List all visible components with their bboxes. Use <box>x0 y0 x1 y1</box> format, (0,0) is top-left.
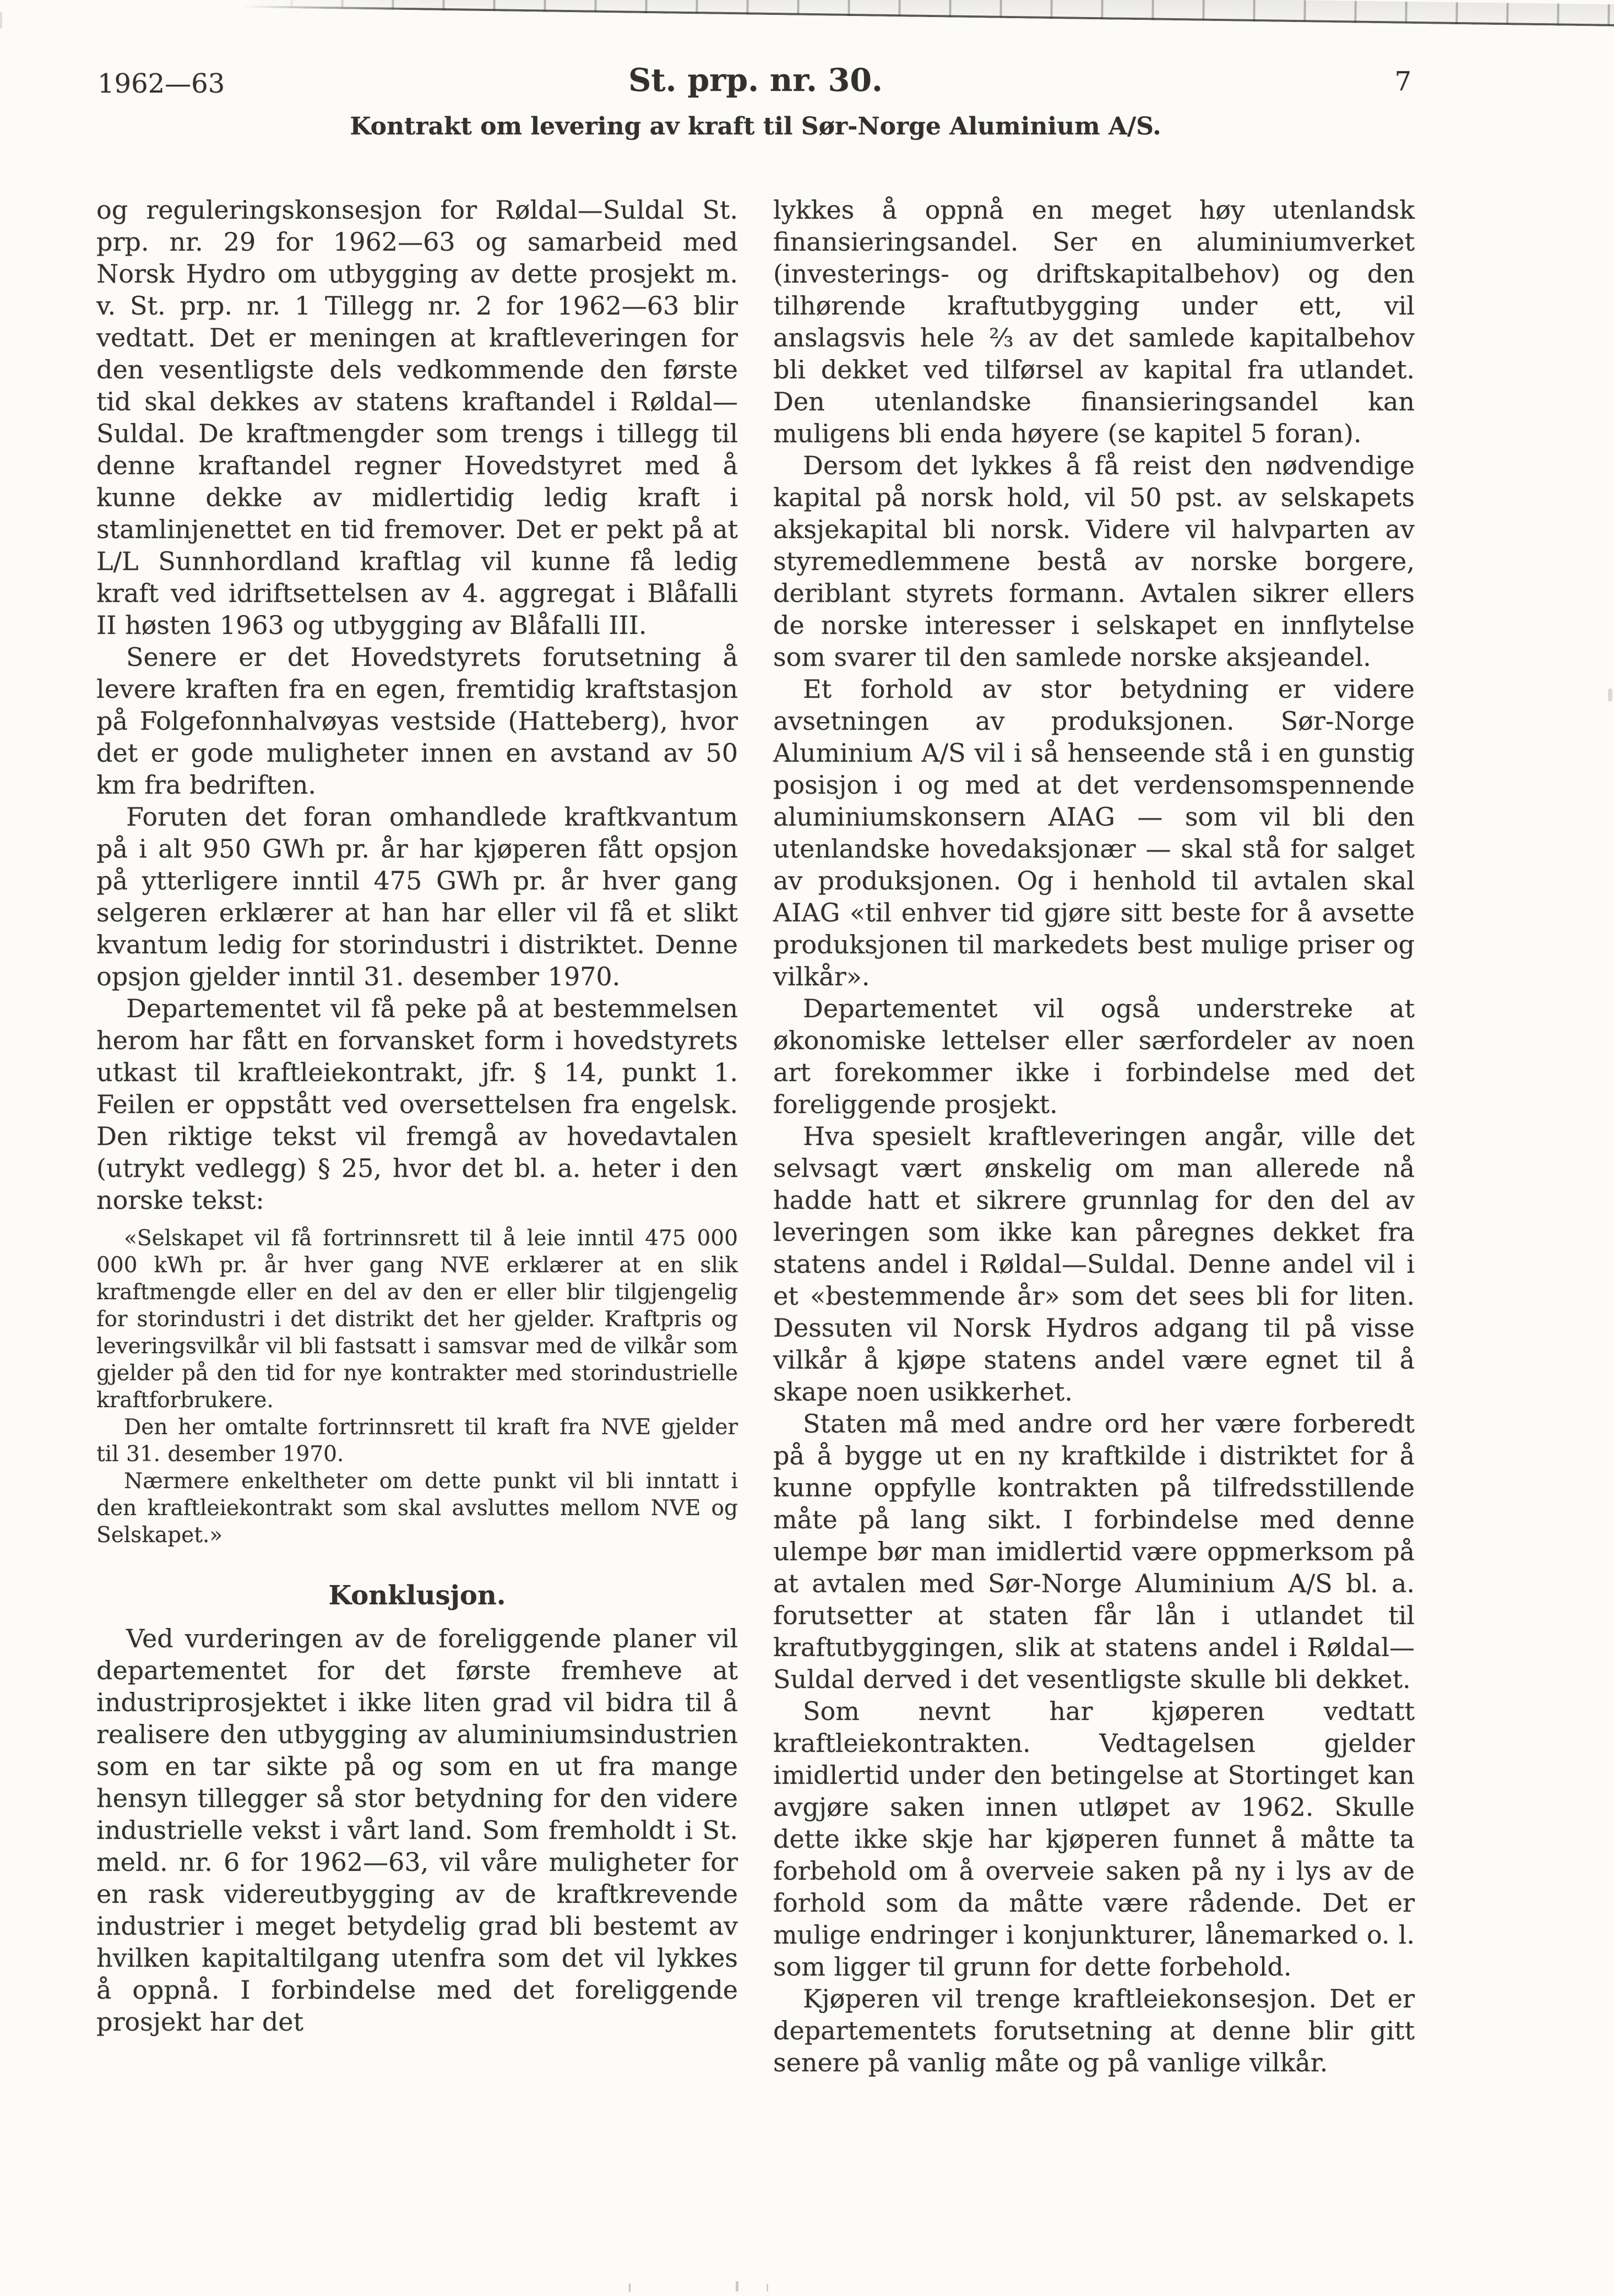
scan-artifact-speck <box>767 2284 768 2292</box>
scan-artifact-speck <box>629 2283 631 2292</box>
scan-artifact-speck <box>736 2281 738 2292</box>
text-columns <box>96 194 1415 2078</box>
paragraph: Dersom det lykkes å få reist den nødvendige kapital på norsk hold, vil 50 pst. av selskapets aksjekapital bli norsk. Videre vil halvparten av styremedlemmene bestå av norske borgere, deriblant styrets formann. Avtalen sikrer ellers de norske interesser i selskapet en innflytelse som svarer til den samlede norske aksjeandel. <box>773 450 1415 672</box>
paragraph: og reguleringskonsesjon for Røldal—Suldal St. prp. nr. 29 for 1962—63 og samarbeid med Norsk Hydro om utbygging av dette prosjekt m. v. St. prp. nr. 1 Tillegg nr. 2 for 1962—63 blir vedtatt. Det er meningen at kraftleveringen for den vesentligste dels vedkommende den første tid skal dekkes av statens kraftandel i Røldal—Suldal. De kraftmengder som trengs i tillegg til denne kraftandel regner Hovedstyret med å kunne dekke av midlertidig ledig kraft i stamlinjenettet en tid fremover. Det er pekt på at L/L Sunnhordland kraftlag vil kunne få ledig kraft ved idriftsettelsen av 4. aggregat i Blåfalli II høsten 1963 og utbygging av Blåfalli III. <box>96 195 738 640</box>
paragraph: lykkes å oppnå en meget høy utenlandsk finansieringsandel. Ser en aluminiumverket (investerings- og driftskapitalbehov) og den tilhørende kraftutbygging under ett, vil anslagsvis hele ⅔ av det samlede kapitalbehov bli dekket ved tilførsel av kapital fra utlandet. Den utenlandske finansieringsandel kan muligens bli enda høyere (se kapitel 5 foran). <box>773 195 1415 448</box>
left-column <box>96 194 738 2078</box>
section-heading-konklusjon: Konklusjon. <box>328 1580 506 1611</box>
page-title: St. prp. nr. 30. <box>628 62 883 99</box>
right-column <box>773 194 1415 2078</box>
paragraph: Som nevnt har kjøperen vedtatt kraftleiekontrakten. Vedtagelsen gjelder imidlertid under den betingelse at Stortinget kan avgjøre saken innen utløpet av 1962. Skulle dette ikke skje har kjøperen funnet å måtte ta forbehold om å overveie saken på ny i lys av de forhold som da måtte være rådende. Det er mulige endringer i konjunkturer, lånemarked o. l. som ligger til grunn for dette forbehold. <box>773 1696 1415 1982</box>
paragraph: Senere er det Hovedstyrets forutsetning å levere kraften fra en egen, fremtidig kraftstasjon på Folgefonnhalvøyas vestside (Hatteberg), hvor det er gode muligheter innen en avstand av 50 km fra bedriften. <box>96 642 738 800</box>
paragraph: Staten må med andre ord her være forberedt på å bygge ut en ny kraftkilde i distriktet for å kunne oppfylle kontrakten på tilfredsstillende måte på lang sikt. I forbindelse med denne ulempe bør man imidlertid være oppmerksom på at avtalen med Sør-Norge Aluminium A/S bl. a. forutsetter at staten får lån i utlandet til kraftutbyggingen, slik at statens andel i Røldal—Suldal derved i det vesentligste skulle bli dekket. <box>773 1409 1415 1694</box>
paragraph: Hva spesielt kraftleveringen angår, ville det selvsagt vært ønskelig om man allerede nå hadde hatt et sikrere grunnlag for den del av leveringen som ikke kan påregnes dekket fra statens andel i Røldal—Suldal. Denne andel vil i et «bestemmende år» som det sees bli for liten. Dessuten vil Norsk Hydros adgang til på visse vilkår å kjøpe statens andel være egnet til å skape noen usikkerhet. <box>773 1121 1415 1407</box>
quote-paragraph: Den her omtalte fortrinnsrett til kraft fra NVE gjelder til 31. desember 1970. <box>96 1415 738 1467</box>
page-number: 7 <box>1394 66 1411 97</box>
paragraph: Et forhold av stor betydning er videre avsetningen av produksjonen. Sør-Norge Aluminium A/S vil i så henseende stå i en gunstig posisjon i og med at det verdensomspennende aluminiumskonsern AIAG — som vil bli den utenlandske hovedaksjonær — skal stå for salget av produksjonen. Og i henhold til avtalen skal AIAG «til enhver tid gjøre sitt beste for å avsette produksjonen til markedets best mulige priser og vilkår». <box>773 674 1415 991</box>
paragraph: Departementet vil få peke på at bestemmelsen herom har fått en forvansket form i hovedstyrets utkast til kraftleiekontrakt, jfr. § 14, punkt 1. Feilen er oppstått ved oversettelsen fra engelsk. Den riktige tekst vil fremgå av hovedavtalen (utrykt vedlegg) § 25, hvor det bl. a. heter i den norske tekst: <box>96 994 738 1215</box>
paragraph: Foruten det foran omhandlede kraftkvantum på i alt 950 GWh pr. år har kjøperen fått opsjon på ytterligere inntil 475 GWh pr. år hver gang selgeren erklærer at han har eller vil få et slikt kvantum ledig for storindustri i distriktet. Denne opsjon gjelder inntil 31. desember 1970. <box>96 802 738 991</box>
paragraph: Ved vurderingen av de foreliggende planer vil departementet for det første fremheve at industriprosjektet i ikke liten grad vil bidra til å realisere den utbygging av aluminiumsindustrien som en tar sikte på og som en ut fra mange hensyn tillegger så stor betydning for den videre industrielle vekst i vårt land. Som fremholdt i St. meld. nr. 6 for 1962—63, vil våre muligheter for en rask videreutbygging av de kraftkrevende industrier i meget betydelig grad bli bestemt av hvilken kapitaltilgang utenfra som det vil lykkes å oppnå. I forbindelse med det foreliggende prosjekt har det <box>96 1624 738 2037</box>
page-header <box>96 0 1415 165</box>
page-subtitle: Kontrakt om levering av kraft til Sør-Norge Aluminium A/S. <box>350 112 1161 140</box>
scan-artifact-speck <box>1608 688 1612 702</box>
quote-paragraph: Nærmere enkeltheter om dette punkt vil bli inntatt i den kraftleiekontrakt som skal avsluttes mellom NVE og Selskapet.» <box>96 1469 738 1548</box>
paragraph: Departementet vil også understreke at økonomiske lettelser eller særfordeler av noen art forekommer ikke i forbindelse med det foreliggende prosjekt. <box>773 994 1415 1119</box>
paragraph: Kjøperen vil trenge kraftleiekonsesjon. Det er departementets forutsetning at denne blir gitt senere på vanlig måte og på vanlige vilkår. <box>773 1984 1415 2077</box>
quote-paragraph: «Selskapet vil få fortrinnsrett til å leie inntil 475 000 000 kWh pr. år hver gang NVE erklærer at en slik kraftmengde eller en del av den er eller blir tilgjengelig for storindustri i det distrikt det her gjelder. Kraftpris og leveringsvilkår vil bli fastsatt i samsvar med de vilkår som gjelder på den tid for nye kontrakter med storindustrielle kraftforbrukere. <box>96 1226 738 1413</box>
session-label: 1962—63 <box>97 68 225 99</box>
scan-artifact-speck <box>0 12 2 29</box>
